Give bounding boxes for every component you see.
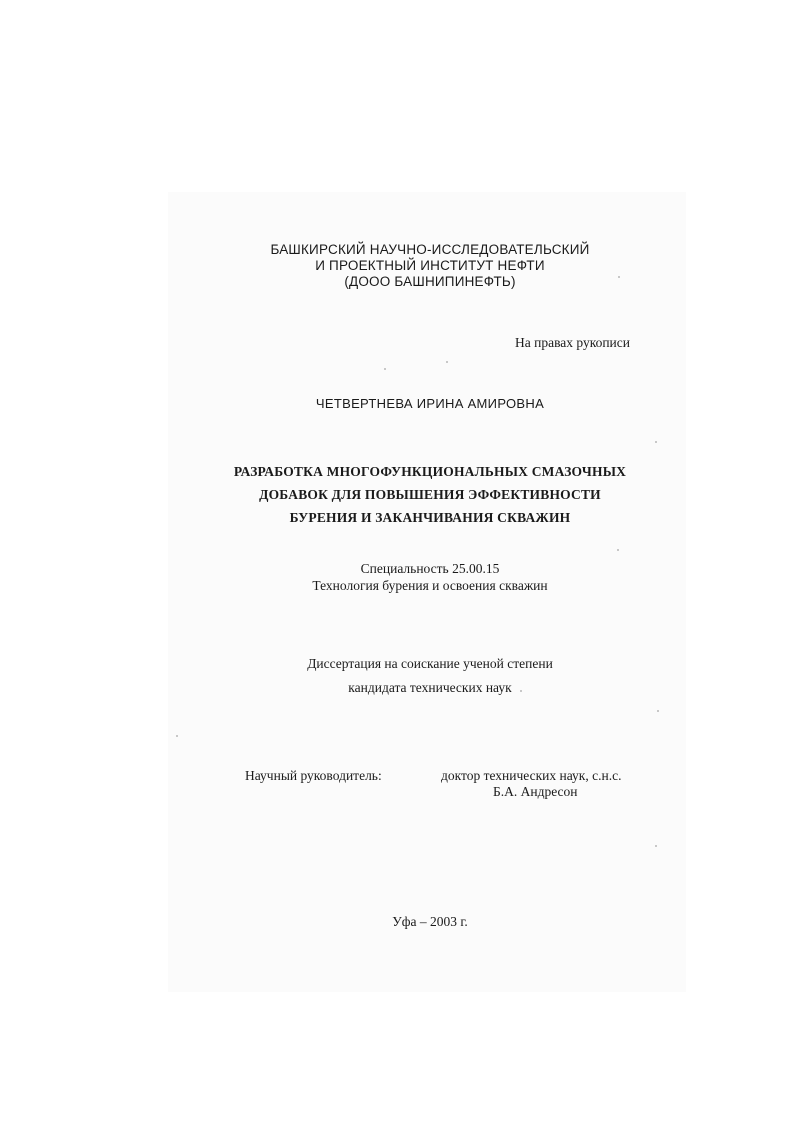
institute-line-3: (ДООО БАШНИПИНЕФТЬ) bbox=[344, 274, 516, 289]
dissertation-title bbox=[200, 460, 660, 529]
specialty-name: Технология бурения и освоения скважин bbox=[312, 578, 548, 593]
institute-line-2: И ПРОЕКТНЫЙ ИНСТИТУТ НЕФТИ bbox=[315, 258, 545, 273]
degree-line-2: кандидата технических наук bbox=[348, 680, 512, 695]
specialty-block bbox=[230, 560, 630, 594]
title-line-3: БУРЕНИЯ И ЗАКАНЧИВАНИЯ СКВАЖИН bbox=[289, 510, 571, 525]
title-line-1: РАЗРАБОТКА МНОГОФУНКЦИОНАЛЬНЫХ СМАЗОЧНЫХ bbox=[233, 464, 627, 479]
supervisor-degree: доктор технических наук, с.н.с. bbox=[441, 768, 622, 783]
specialty-code: Специальность 25.00.15 bbox=[360, 561, 500, 576]
author-name: ЧЕТВЕРТНЕВА ИРИНА АМИРОВНА bbox=[315, 396, 545, 411]
supervisor-label: Научный руководитель: bbox=[245, 768, 382, 783]
degree-line-1: Диссертация на соискание ученой степени bbox=[307, 656, 553, 671]
institute-name bbox=[200, 242, 660, 290]
manuscript-rights-note: На правах рукописи bbox=[514, 335, 630, 350]
title-line-2: ДОБАВОК ДЛЯ ПОВЫШЕНИЯ ЭФФЕКТИВНОСТИ bbox=[259, 487, 601, 502]
city-year: Уфа – 2003 г. bbox=[392, 914, 468, 929]
degree-statement bbox=[230, 652, 630, 700]
supervisor-name: Б.А. Андресон bbox=[493, 784, 578, 799]
institute-line-1: БАШКИРСКИЙ НАУЧНО-ИССЛЕДОВАТЕЛЬСКИЙ bbox=[270, 242, 590, 257]
